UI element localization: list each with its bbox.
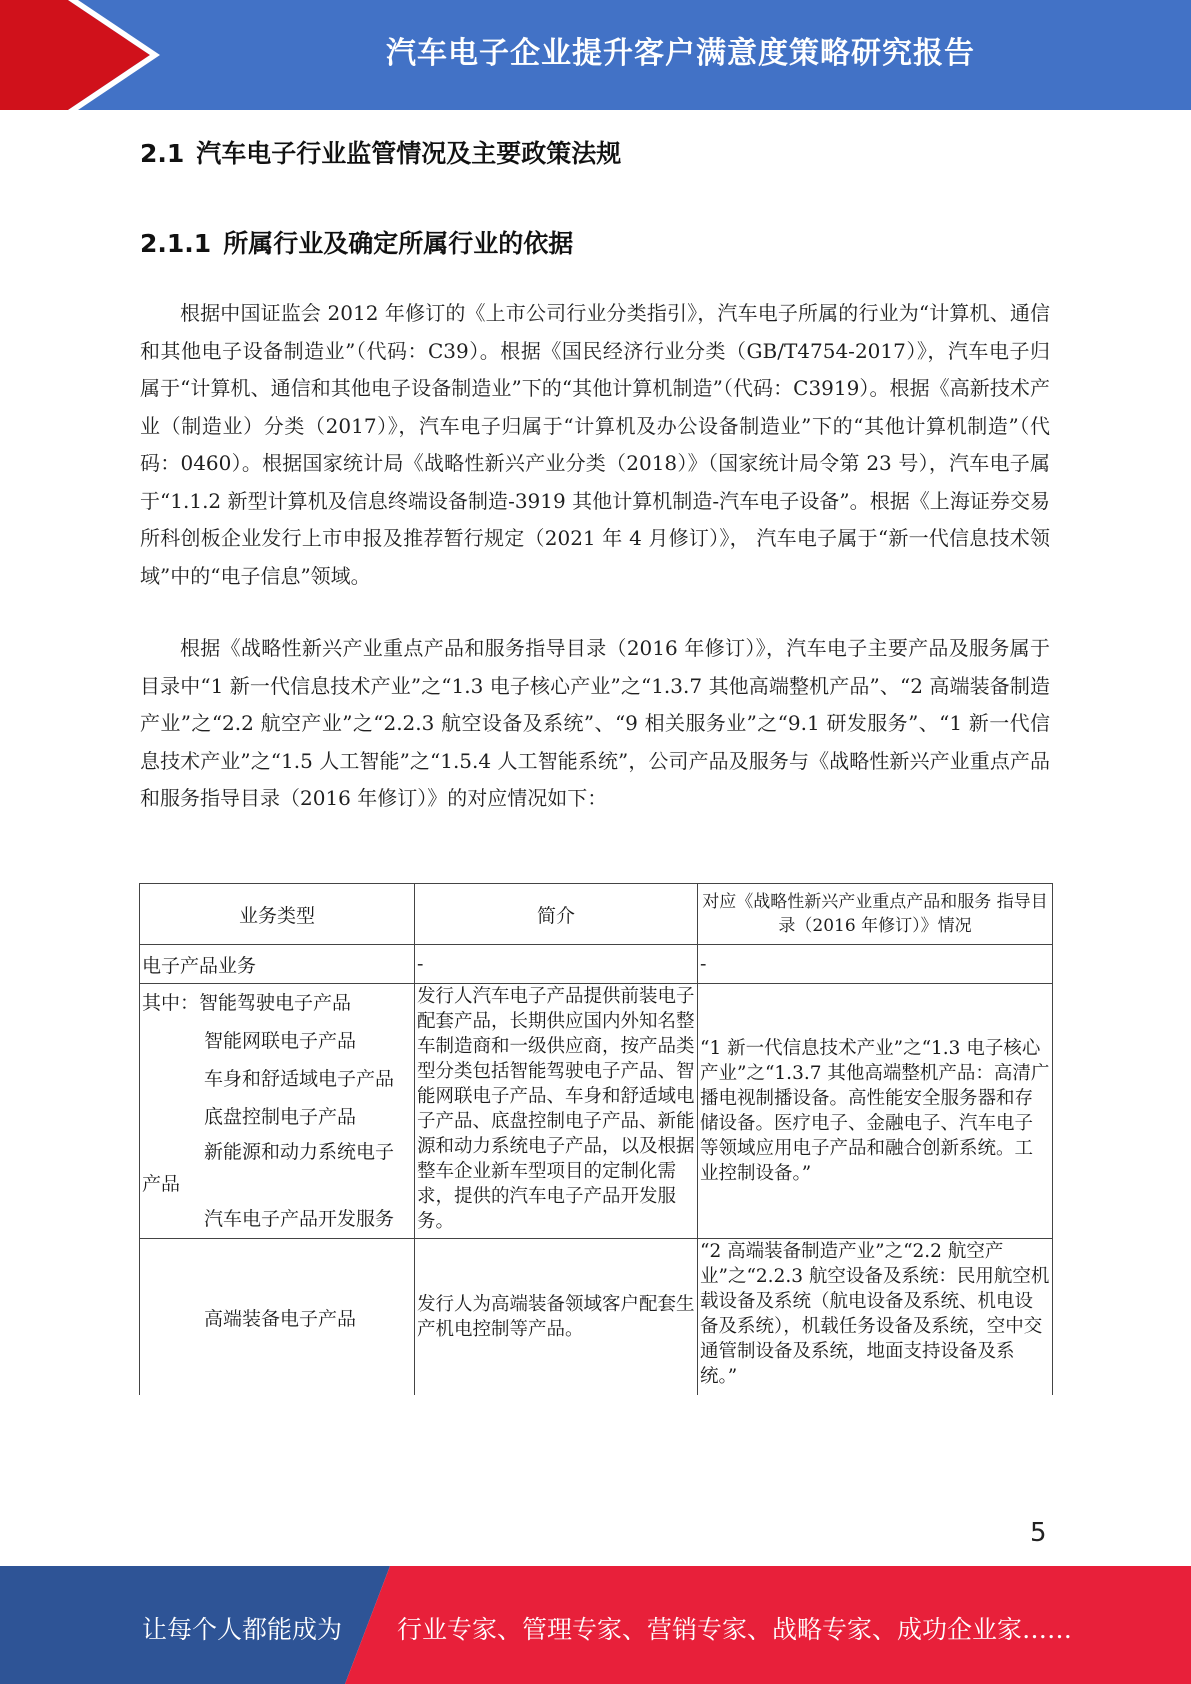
table-row — [140, 984, 1053, 1239]
page-number: 5 — [1030, 1518, 1047, 1548]
category-item: 汽车电子产品开发服务 — [204, 1208, 395, 1230]
category-item-continued: 产品 — [142, 1173, 181, 1195]
category-item: 新能源和动力系统电子 — [204, 1141, 395, 1163]
subsection-number: 2.1.1 — [140, 229, 212, 258]
category-prefix: 其中： — [142, 992, 200, 1014]
header-band — [0, 0, 1191, 110]
category-item: 智能网联电子产品 — [204, 1030, 357, 1052]
cell-business-type: 高端装备电子产品 — [140, 1239, 415, 1396]
cell-mapping: - — [698, 945, 1053, 984]
cell-summary: 发行人汽车电子产品提供前装电子配套产品，长期供应国内外知名整车制造商和一级供应商，按产品类型分类包括智能驾驶电子产品、智能网联电子产品、车身和舒适域电子产品、底盘控制电子产品、新能源和动力系统电子产品，以及根据整车企业新车型项目的定制化需求，提供的汽车电子产品开发服务。 — [415, 984, 698, 1239]
category-item: 智能驾驶电子产品 — [199, 992, 352, 1014]
table-row — [140, 945, 1053, 984]
industry-mapping-table — [139, 883, 1053, 1395]
cell-summary: 发行人为高端装备领域客户配套生产机电控制等产品。 — [415, 1239, 698, 1396]
footer-slogan-left: 让每个人都能成为 — [142, 1615, 343, 1644]
header-catalog-mapping: 对应《战略性新兴产业重点产品和服务 指导目录（2016 年修订）》情况 — [698, 884, 1053, 945]
header-business-type: 业务类型 — [140, 884, 415, 945]
subsection-heading — [140, 224, 573, 260]
cell-mapping: “1 新一代信息技术产业”之“1.3 电子核心产业”之“1.3.7 其他高端整机产品：高清广播电视制播设备。高性能安全服务器和存储设备。医疗电子、金融电子、汽车电子等领域应用电子产品和融合创新系统。工业控制设备。” — [698, 984, 1053, 1239]
category-item: 车身和舒适域电子产品 — [204, 1068, 395, 1090]
footer-slogan-right: 行业专家、管理专家、营销专家、战略专家、成功企业家…… — [397, 1615, 1073, 1644]
section-number: 2.1 — [140, 139, 185, 168]
section-heading — [140, 134, 621, 170]
cell-business-type — [140, 984, 415, 1239]
report-title: 汽车电子企业提升客户满意度策略研究报告 — [386, 36, 975, 71]
subsection-title: 所属行业及确定所属行业的依据 — [223, 229, 574, 258]
footer-band — [0, 1566, 1191, 1684]
table-row — [140, 1239, 1053, 1396]
body-paragraph-1: 根据中国证监会 2012 年修订的《上市公司行业分类指引》，汽车电子所属的行业为“计算机、通信和其他电子设备制造业”（代码：C39）。根据《国民经济行业分类（GB/T4754-2017）》，汽车电子归属于“计算机、通信和其他电子设备制造业”下的“其他计算机制造”（代码：C3919）。根据《高新技术产业（制造业）分类（2017）》，汽车电子归属于“计算机及办公设备制造业”下的“其他计算机制造”（代码：0460）。根据国家统计局《战略性新兴产业分类（2018）》（国家统计局令第 23 号），汽车电子属于“1.1.2 新型计算机及信息终端设备制造-3919 其他计算机制造-汽车电子设备”。根据《上海证券交易所科创板企业发行上市申报及推荐暂行规定（2021 年 4 月修订）》， 汽车电子属于“新一代信息技术领域”中的“电子信息”领域。 — [140, 301, 1050, 588]
body-paragraph-2: 根据《战略性新兴产业重点产品和服务指导目录（2016 年修订）》，汽车电子主要产品及服务属于目录中“1 新一代信息技术产业”之“1.3 电子核心产业”之“1.3.7 其他高端整机产品”、“2 高端装备制造产业”之“2.2 航空产业”之“2.2.3 航空设备及系统”、“9 相关服务业”之“9.1 研发服务”、“1 新一代信息技术产业”之“1.5 人工智能”之“1.5.4 人工智能系统”，公司产品及服务与《战略性新兴产业重点产品和服务指导目录（2016 年修订）》的对应情况如下： — [140, 636, 1050, 810]
category-item: 底盘控制电子产品 — [204, 1106, 357, 1128]
section-title: 汽车电子行业监管情况及主要政策法规 — [196, 139, 622, 168]
cell-business-type: 电子产品业务 — [140, 945, 415, 984]
table-header-row — [140, 884, 1053, 945]
cell-mapping: “2 高端装备制造产业”之“2.2 航空产业”之“2.2.3 航空设备及系统：民用航空机载设备及系统（航电设备及系统、机电设备及系统），机载任务设备及系统，空中交通管制设备及系统，地面支持设备及系统。” — [698, 1239, 1053, 1396]
cell-summary: - — [415, 945, 698, 984]
header-chevron-graphic — [0, 0, 160, 110]
category-line — [142, 984, 412, 1022]
header-summary: 简介 — [415, 884, 698, 945]
